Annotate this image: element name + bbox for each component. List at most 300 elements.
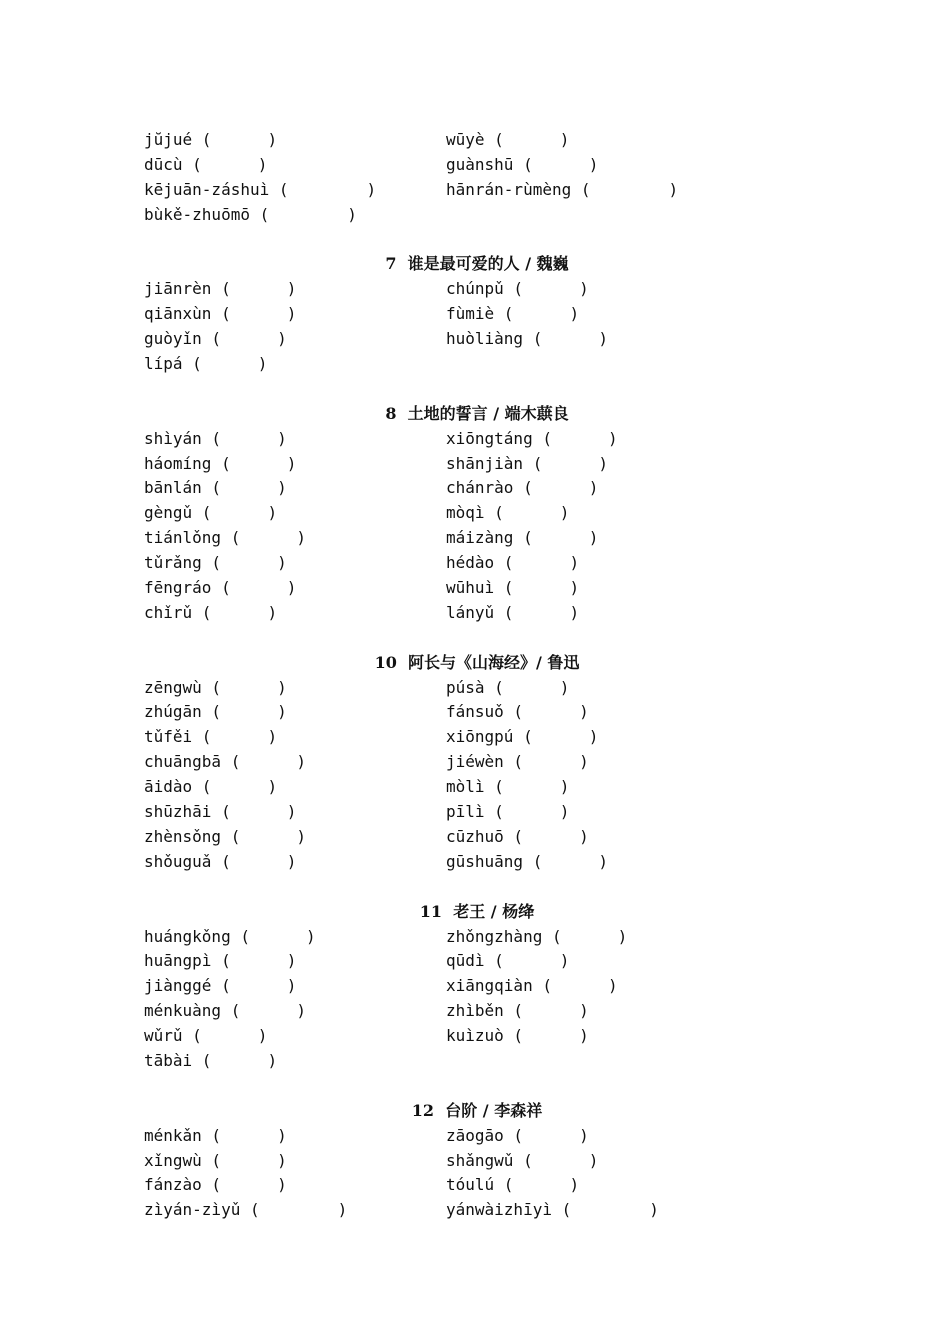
open-paren: (	[484, 951, 504, 971]
pinyin-item	[144, 676, 287, 701]
close-paren: )	[277, 677, 287, 697]
section-spacer	[0, 626, 950, 651]
pinyin-item	[446, 302, 579, 327]
close-paren: )	[559, 802, 570, 822]
pinyin-word: ménkuàng	[144, 1001, 222, 1021]
section-1	[0, 128, 950, 228]
exercise-row	[0, 576, 950, 601]
open-paren: (	[240, 1200, 260, 1220]
close-paren: )	[588, 478, 599, 498]
exercise-row	[0, 427, 950, 452]
exercise-row	[0, 750, 950, 775]
open-paren: (	[542, 926, 562, 946]
pinyin-word: fùmiè	[446, 304, 495, 324]
open-paren: (	[211, 951, 231, 971]
open-paren: (	[523, 329, 543, 349]
pinyin-item	[144, 1173, 287, 1198]
pinyin-word: jŭjué	[144, 130, 193, 149]
pinyin-word: xiāngqiàn	[446, 976, 533, 996]
open-paren: (	[182, 1026, 202, 1046]
close-paren: )	[286, 279, 297, 299]
pinyin-word: zhúgān	[144, 702, 202, 722]
open-paren: (	[494, 1175, 514, 1195]
pinyin-word: wūyè	[446, 130, 485, 149]
pinyin-item	[144, 476, 287, 501]
pinyin-word: tǔrǎng	[144, 553, 202, 573]
pinyin-word: huāngpì	[144, 951, 212, 971]
pinyin-word: āidào	[144, 777, 193, 797]
pinyin-word: zhǒngzhàng	[446, 926, 543, 946]
pinyin-word: shǎngwǔ	[446, 1150, 514, 1170]
close-paren: )	[305, 926, 316, 946]
section-5	[0, 875, 950, 1074]
exercise-row	[0, 725, 950, 750]
pinyin-word: pīlì	[446, 802, 485, 822]
close-paren: )	[607, 428, 618, 448]
exercise-row	[0, 476, 950, 501]
pinyin-word: huòliàng	[446, 329, 524, 349]
open-paren: (	[494, 304, 514, 324]
pinyin-word: cūzhuō	[446, 826, 504, 846]
section-spacer	[0, 377, 950, 402]
pinyin-word: zhìběn	[446, 1001, 504, 1021]
exercise-row	[0, 676, 950, 701]
close-paren: )	[569, 553, 580, 573]
pinyin-word: zāogāo	[446, 1125, 504, 1145]
pinyin-word: xiōngpú	[446, 727, 514, 747]
close-paren: )	[286, 453, 297, 473]
close-paren: )	[286, 951, 297, 971]
open-paren: (	[201, 428, 222, 448]
pinyin-word: xǐngwù	[144, 1150, 202, 1170]
open-paren: (	[513, 528, 533, 548]
pinyin-word: mòqì	[446, 503, 485, 523]
pinyin-item	[144, 1049, 277, 1074]
exercise-row	[0, 203, 950, 228]
pinyin-item	[446, 576, 579, 601]
pinyin-item	[144, 850, 296, 875]
open-paren: (	[221, 752, 241, 772]
close-paren: )	[267, 130, 278, 149]
close-paren: )	[347, 204, 357, 224]
open-paren: (	[503, 702, 524, 722]
close-paren: )	[277, 478, 287, 498]
open-paren: (	[513, 478, 533, 498]
pinyin-item	[144, 825, 306, 850]
exercise-row	[0, 1049, 950, 1074]
pinyin-item	[446, 1173, 579, 1198]
exercise-row	[0, 551, 950, 576]
close-paren: )	[588, 154, 599, 174]
exercise-row	[0, 850, 950, 875]
pinyin-item	[144, 352, 267, 377]
open-paren: (	[221, 826, 241, 846]
pinyin-item	[144, 949, 296, 974]
open-paren: (	[192, 503, 212, 523]
close-paren: )	[579, 1125, 589, 1145]
open-paren: (	[551, 1200, 572, 1220]
close-paren: )	[267, 777, 278, 797]
open-paren: (	[211, 279, 231, 299]
open-paren: (	[513, 154, 533, 174]
exercise-row	[0, 1024, 950, 1049]
open-paren: (	[484, 677, 504, 697]
pinyin-word: qūdì	[446, 951, 485, 971]
pinyin-item	[144, 725, 277, 750]
pinyin-word: háomíng	[144, 453, 212, 473]
pinyin-item	[446, 178, 678, 203]
open-paren: (	[211, 976, 231, 996]
open-paren: (	[201, 702, 222, 722]
open-paren: (	[532, 976, 552, 996]
pinyin-item	[446, 1198, 659, 1223]
pinyin-word: zhènsǒng	[144, 826, 222, 846]
open-paren: (	[494, 578, 514, 598]
exercise-row	[0, 302, 950, 327]
open-paren: (	[523, 851, 543, 871]
pinyin-item	[144, 1024, 267, 1049]
close-paren: )	[598, 453, 608, 473]
pinyin-item	[446, 277, 589, 302]
open-paren: (	[211, 453, 231, 473]
section-spacer	[0, 1074, 950, 1099]
close-paren: )	[337, 1200, 348, 1220]
exercise-row	[0, 825, 950, 850]
open-paren: (	[503, 826, 524, 846]
pinyin-item	[144, 452, 296, 477]
pinyin-item	[446, 153, 598, 178]
section-spacer	[0, 228, 950, 253]
pinyin-word: shǒuguǎ	[144, 851, 212, 871]
close-paren: )	[559, 677, 570, 697]
close-paren: )	[598, 329, 608, 349]
close-paren: )	[607, 976, 618, 996]
pinyin-item	[144, 999, 306, 1024]
open-paren: (	[484, 503, 504, 523]
pinyin-item	[446, 850, 608, 875]
pinyin-word: lányǔ	[446, 602, 495, 622]
open-paren: (	[201, 1125, 222, 1145]
pinyin-item	[144, 153, 267, 178]
pinyin-word: wūhuì	[446, 578, 495, 598]
close-paren: )	[649, 1200, 659, 1220]
close-paren: )	[257, 1026, 268, 1046]
pinyin-item	[144, 925, 316, 950]
pinyin-item	[144, 601, 277, 626]
close-paren: )	[286, 976, 297, 996]
close-paren: )	[588, 727, 599, 747]
pinyin-item	[144, 203, 357, 228]
close-paren: )	[588, 528, 599, 548]
close-paren: )	[267, 727, 278, 747]
open-paren: (	[211, 578, 231, 598]
open-paren: (	[484, 802, 504, 822]
pinyin-item	[446, 1024, 589, 1049]
pinyin-item	[144, 800, 296, 825]
pinyin-item	[446, 551, 579, 576]
pinyin-item	[144, 775, 277, 800]
pinyin-item	[144, 700, 287, 725]
pinyin-item	[446, 601, 579, 626]
exercise-row	[0, 153, 950, 178]
pinyin-word: guòyǐn	[144, 329, 202, 349]
exercise-row	[0, 452, 950, 477]
pinyin-item	[446, 501, 569, 526]
section-spacer	[0, 875, 950, 900]
pinyin-item	[446, 925, 627, 950]
exercise-row	[0, 974, 950, 999]
close-paren: )	[559, 951, 570, 971]
close-paren: )	[296, 826, 306, 846]
exercise-row	[0, 526, 950, 551]
pinyin-word: gūshuāng	[446, 851, 524, 871]
close-paren: )	[579, 702, 589, 722]
exercise-row	[0, 775, 950, 800]
open-paren: (	[182, 354, 202, 374]
pinyin-word: chǐrǔ	[144, 602, 193, 622]
open-paren: (	[494, 602, 514, 622]
open-paren: (	[211, 851, 231, 871]
close-paren: )	[267, 503, 278, 523]
pinyin-word: tābài	[144, 1050, 193, 1070]
section-4	[0, 626, 950, 875]
close-paren: )	[559, 130, 570, 149]
pinyin-item	[446, 775, 569, 800]
pinyin-word: fánzào	[144, 1175, 202, 1195]
section-6	[0, 1074, 950, 1223]
open-paren: (	[192, 727, 212, 747]
open-paren: (	[211, 802, 231, 822]
lesson-heading: 7 谁是最可爱的人 / 魏巍	[385, 254, 569, 274]
exercise-row	[0, 800, 950, 825]
open-paren: (	[201, 1175, 222, 1195]
pinyin-item	[144, 501, 277, 526]
open-paren: (	[503, 279, 524, 299]
pinyin-item	[144, 1124, 287, 1149]
open-paren: (	[201, 1150, 222, 1170]
open-paren: (	[269, 179, 289, 199]
close-paren: )	[286, 304, 297, 324]
close-paren: )	[277, 1150, 287, 1170]
open-paren: (	[192, 1050, 212, 1070]
pinyin-word: kējuān-záshuì	[144, 179, 270, 199]
open-paren: (	[523, 453, 543, 473]
pinyin-word: huángkǒng	[144, 926, 231, 946]
open-paren: (	[571, 179, 591, 199]
lesson-heading: 12 台阶 / 李森祥	[411, 1100, 543, 1120]
close-paren: )	[579, 1001, 589, 1021]
exercise-row	[0, 501, 950, 526]
close-paren: )	[559, 503, 570, 523]
pinyin-word: ménkǎn	[144, 1125, 202, 1145]
pinyin-item	[144, 427, 287, 452]
pinyin-item	[144, 302, 296, 327]
pinyin-item	[446, 526, 598, 551]
pinyin-word: máizàng	[446, 528, 514, 548]
pinyin-item	[446, 800, 569, 825]
pinyin-item	[446, 676, 569, 701]
pinyin-word: jiānrèn	[144, 279, 212, 299]
section-3	[0, 377, 950, 626]
exercise-row	[0, 925, 950, 950]
close-paren: )	[286, 851, 297, 871]
pinyin-word: tóulú	[446, 1175, 495, 1195]
exercise-row	[0, 949, 950, 974]
open-paren: (	[503, 1125, 524, 1145]
close-paren: )	[277, 329, 287, 349]
open-paren: (	[201, 329, 222, 349]
open-paren: (	[503, 1001, 524, 1021]
pinyin-item	[446, 427, 618, 452]
close-paren: )	[296, 528, 306, 548]
pinyin-word: yánwàizhīyì	[446, 1200, 552, 1220]
close-paren: )	[579, 1026, 589, 1046]
exercise-row	[0, 1198, 950, 1223]
pinyin-word: bùkě-zhuōmō	[144, 204, 250, 224]
close-paren: )	[569, 1175, 580, 1195]
pinyin-item	[144, 1149, 287, 1174]
pinyin-word: hānrán-rùmèng	[446, 179, 572, 199]
close-paren: )	[257, 354, 268, 374]
pinyin-word: shìyán	[144, 428, 202, 448]
pinyin-item	[144, 526, 306, 551]
close-paren: )	[569, 304, 580, 324]
open-paren: (	[192, 130, 212, 149]
open-paren: (	[201, 677, 222, 697]
open-paren: (	[503, 752, 524, 772]
pinyin-item	[446, 999, 589, 1024]
open-paren: (	[494, 553, 514, 573]
close-paren: )	[579, 279, 589, 299]
pinyin-word: dūcù	[144, 154, 183, 174]
pinyin-word: zìyán-zìyǔ	[144, 1200, 241, 1220]
close-paren: )	[267, 602, 278, 622]
close-paren: )	[569, 602, 580, 622]
pinyin-item	[446, 825, 589, 850]
exercise-row	[0, 999, 950, 1024]
pinyin-word: wǔrǔ	[144, 1026, 183, 1046]
close-paren: )	[277, 428, 287, 448]
open-paren: (	[230, 926, 250, 946]
open-paren: (	[211, 304, 231, 324]
pinyin-word: chánrào	[446, 478, 514, 498]
open-paren: (	[201, 553, 222, 573]
close-paren: )	[617, 926, 628, 946]
pinyin-word: tǔfěi	[144, 727, 193, 747]
pinyin-word: zēngwù	[144, 677, 202, 697]
pinyin-word: shūzhāi	[144, 802, 212, 822]
lesson-heading: 10 阿长与《山海经》/ 鲁迅	[374, 652, 580, 672]
open-paren: (	[532, 428, 552, 448]
pinyin-word: fēngráo	[144, 578, 212, 598]
pinyin-word: kuìzuò	[446, 1026, 504, 1046]
pinyin-word: tiánlǒng	[144, 528, 222, 548]
close-paren: )	[277, 702, 287, 722]
pinyin-item	[446, 1124, 589, 1149]
open-paren: (	[221, 528, 241, 548]
pinyin-item	[144, 277, 296, 302]
pinyin-item	[144, 576, 296, 601]
pinyin-word: fánsuǒ	[446, 702, 504, 722]
pinyin-item	[446, 476, 598, 501]
pinyin-word: lípá	[144, 354, 183, 374]
pinyin-item	[144, 974, 296, 999]
exercise-row	[0, 277, 950, 302]
pinyin-item	[446, 949, 569, 974]
pinyin-item	[144, 1198, 347, 1223]
open-paren: (	[201, 478, 222, 498]
pinyin-item	[446, 725, 598, 750]
exercise-row	[0, 601, 950, 626]
open-paren: (	[192, 602, 212, 622]
close-paren: )	[366, 179, 377, 199]
open-paren: (	[484, 130, 504, 149]
pinyin-item	[144, 750, 306, 775]
exercise-row	[0, 128, 950, 153]
lesson-heading: 11 老王 / 杨绛	[419, 901, 535, 921]
exercise-row	[0, 327, 950, 352]
open-paren: (	[513, 727, 533, 747]
pinyin-word: púsà	[446, 677, 485, 697]
pinyin-item	[446, 452, 608, 477]
exercise-row	[0, 700, 950, 725]
pinyin-word: bānlán	[144, 478, 202, 498]
close-paren: )	[267, 1050, 278, 1070]
pinyin-word: shānjiàn	[446, 453, 524, 473]
pinyin-item	[446, 128, 569, 153]
close-paren: )	[569, 578, 580, 598]
pinyin-word: jiéwèn	[446, 752, 504, 772]
open-paren: (	[249, 204, 270, 224]
pinyin-item	[446, 974, 618, 999]
exercise-row	[0, 1124, 950, 1149]
open-paren: (	[221, 1001, 241, 1021]
pinyin-word: guànshū	[446, 154, 514, 174]
pinyin-word: chúnpǔ	[446, 279, 504, 299]
pinyin-item	[446, 700, 589, 725]
open-paren: (	[192, 777, 212, 797]
close-paren: )	[286, 802, 297, 822]
close-paren: )	[286, 578, 297, 598]
close-paren: )	[559, 777, 570, 797]
pinyin-item	[446, 327, 608, 352]
close-paren: )	[277, 1175, 287, 1195]
close-paren: )	[668, 179, 679, 199]
close-paren: )	[277, 1125, 287, 1145]
pinyin-word: jiànggé	[144, 976, 212, 996]
exercise-row	[0, 178, 950, 203]
close-paren: )	[277, 553, 287, 573]
open-paren: (	[182, 154, 202, 174]
close-paren: )	[257, 154, 268, 174]
close-paren: )	[588, 1150, 599, 1170]
close-paren: )	[296, 752, 306, 772]
exercise-page	[0, 128, 950, 1223]
pinyin-word: mòlì	[446, 777, 485, 797]
open-paren: (	[513, 1150, 533, 1170]
close-paren: )	[579, 826, 589, 846]
close-paren: )	[598, 851, 608, 871]
exercise-row	[0, 1173, 950, 1198]
pinyin-word: chuāngbā	[144, 752, 222, 772]
close-paren: )	[579, 752, 589, 772]
pinyin-item	[446, 1149, 598, 1174]
pinyin-word: qiānxùn	[144, 304, 212, 324]
pinyin-item	[144, 128, 277, 153]
close-paren: )	[296, 1001, 306, 1021]
exercise-row	[0, 352, 950, 377]
pinyin-item	[446, 750, 589, 775]
